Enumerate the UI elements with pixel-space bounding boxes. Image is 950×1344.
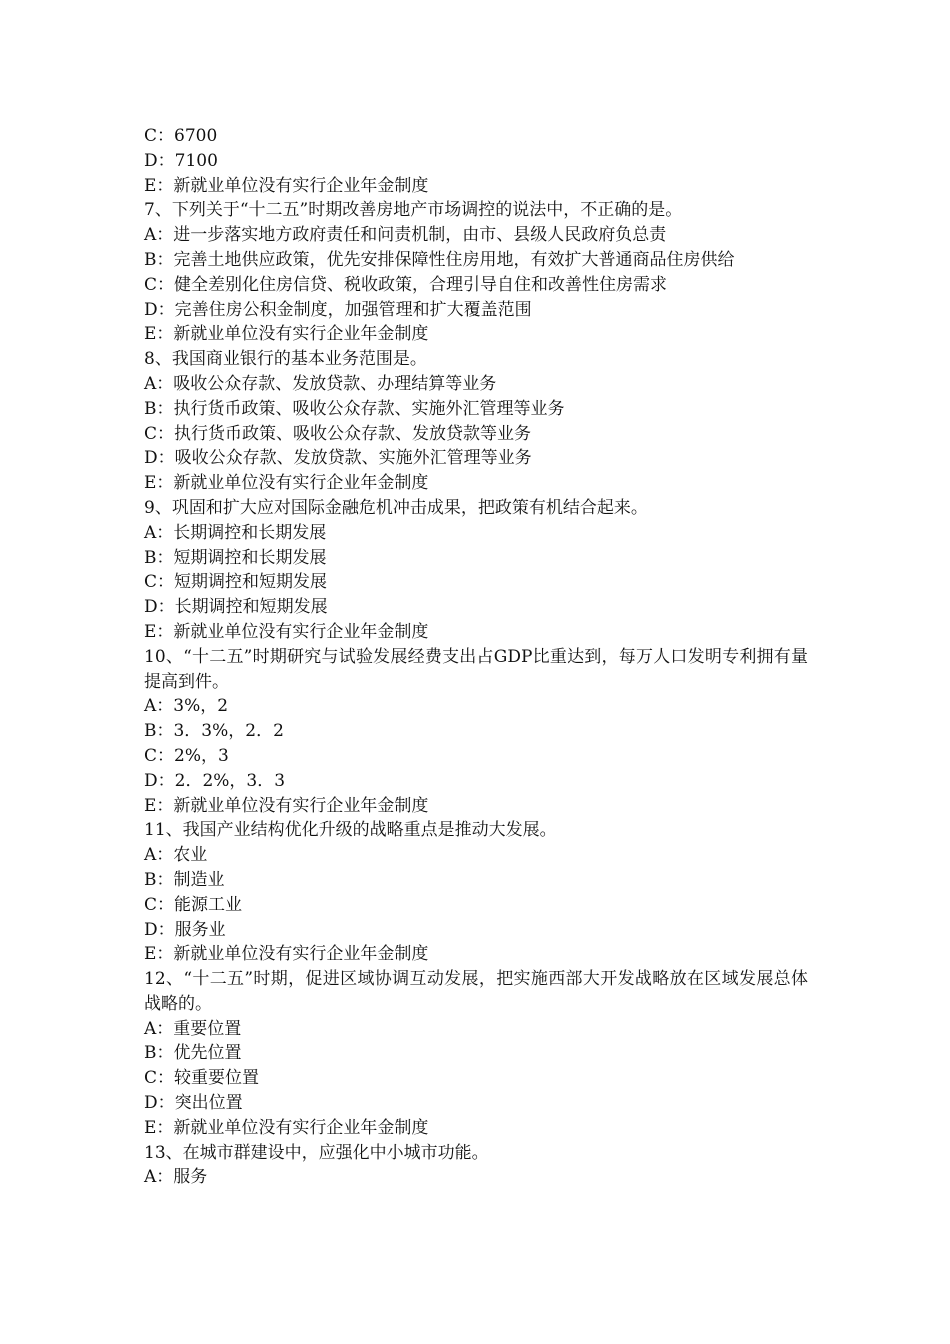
option-line: B：短期调控和长期发展: [144, 547, 327, 568]
option-line: D：长期调控和短期发展: [144, 597, 328, 618]
option-line: C：6700: [144, 126, 218, 146]
question-line: 9、巩固和扩大应对国际金融危机冲击成果，把政策有机结合起来。: [144, 497, 648, 518]
option-line: D：7100: [144, 150, 218, 171]
option-line: E：新就业单位没有实行企业年金制度: [144, 795, 429, 816]
option-line: B：完善土地供应政策，优先安排保障性住房用地，有效扩大普通商品住房供给: [144, 249, 735, 270]
option-line: E：新就业单位没有实行企业年金制度: [144, 473, 429, 494]
option-line: C：短期调控和短期发展: [144, 572, 328, 593]
option-line: B：优先位置: [144, 1043, 242, 1064]
option-line: C：较重要位置: [144, 1068, 260, 1089]
option-line: E：新就业单位没有实行企业年金制度: [144, 944, 429, 965]
option-line: E：新就业单位没有实行企业年金制度: [144, 175, 429, 196]
question-line: 11、我国产业结构优化升级的战略重点是推动大发展。: [144, 820, 557, 841]
option-line: C：执行货币政策、吸收公众存款、发放贷款等业务: [144, 423, 532, 444]
option-line: A：长期调控和长期发展: [144, 522, 327, 543]
option-line: D：完善住房公积金制度，加强管理和扩大覆盖范围: [144, 299, 532, 320]
option-line: A：重要位置: [144, 1018, 242, 1039]
option-line: A：吸收公众存款、发放贷款、办理结算等业务: [144, 373, 497, 394]
document-body: [144, 124, 808, 1190]
option-line: E：新就业单位没有实行企业年金制度: [144, 621, 429, 642]
option-line: A：进一步落实地方政府责任和问责机制，由市、县级人民政府负总责: [144, 225, 667, 246]
option-line: A：服务: [144, 1167, 208, 1188]
option-line: D：2．2%，3．3: [144, 770, 286, 791]
question-line: 8、我国商业银行的基本业务范围是。: [144, 349, 427, 370]
option-line: E：新就业单位没有实行企业年金制度: [144, 1117, 429, 1138]
option-line: D：服务业: [144, 919, 226, 940]
option-line: C：能源工业: [144, 894, 243, 915]
question-line: 7、下列关于“十二五”时期改善房地产市场调控的说法中，不正确的是。: [144, 200, 683, 221]
question-line: 12、“十二五”时期，促进区域协调互动发展，把实施西部大开发战略放在区域发展总体战略的。: [144, 969, 808, 1014]
option-line: A：3%，2: [144, 696, 229, 717]
question-line: 13、在城市群建设中，应强化中小城市功能。: [144, 1142, 489, 1163]
option-line: D：突出位置: [144, 1093, 243, 1114]
option-line: B：执行货币政策、吸收公众存款、实施外汇管理等业务: [144, 398, 565, 419]
option-line: E：新就业单位没有实行企业年金制度: [144, 324, 429, 345]
option-line: C：健全差别化住房信贷、税收政策，合理引导自住和改善性住房需求: [144, 274, 668, 295]
option-line: A：农业: [144, 845, 208, 866]
option-line: B：3．3%，2．2: [144, 721, 284, 742]
option-line: C：2%，3: [144, 745, 229, 766]
question-line: 10、“十二五”时期研究与试验发展经费支出占GDP比重达到，每万人口发明专利拥有量提高到件。: [144, 646, 808, 692]
option-line: B：制造业: [144, 869, 225, 890]
option-line: D：吸收公众存款、发放贷款、实施外汇管理等业务: [144, 448, 532, 469]
